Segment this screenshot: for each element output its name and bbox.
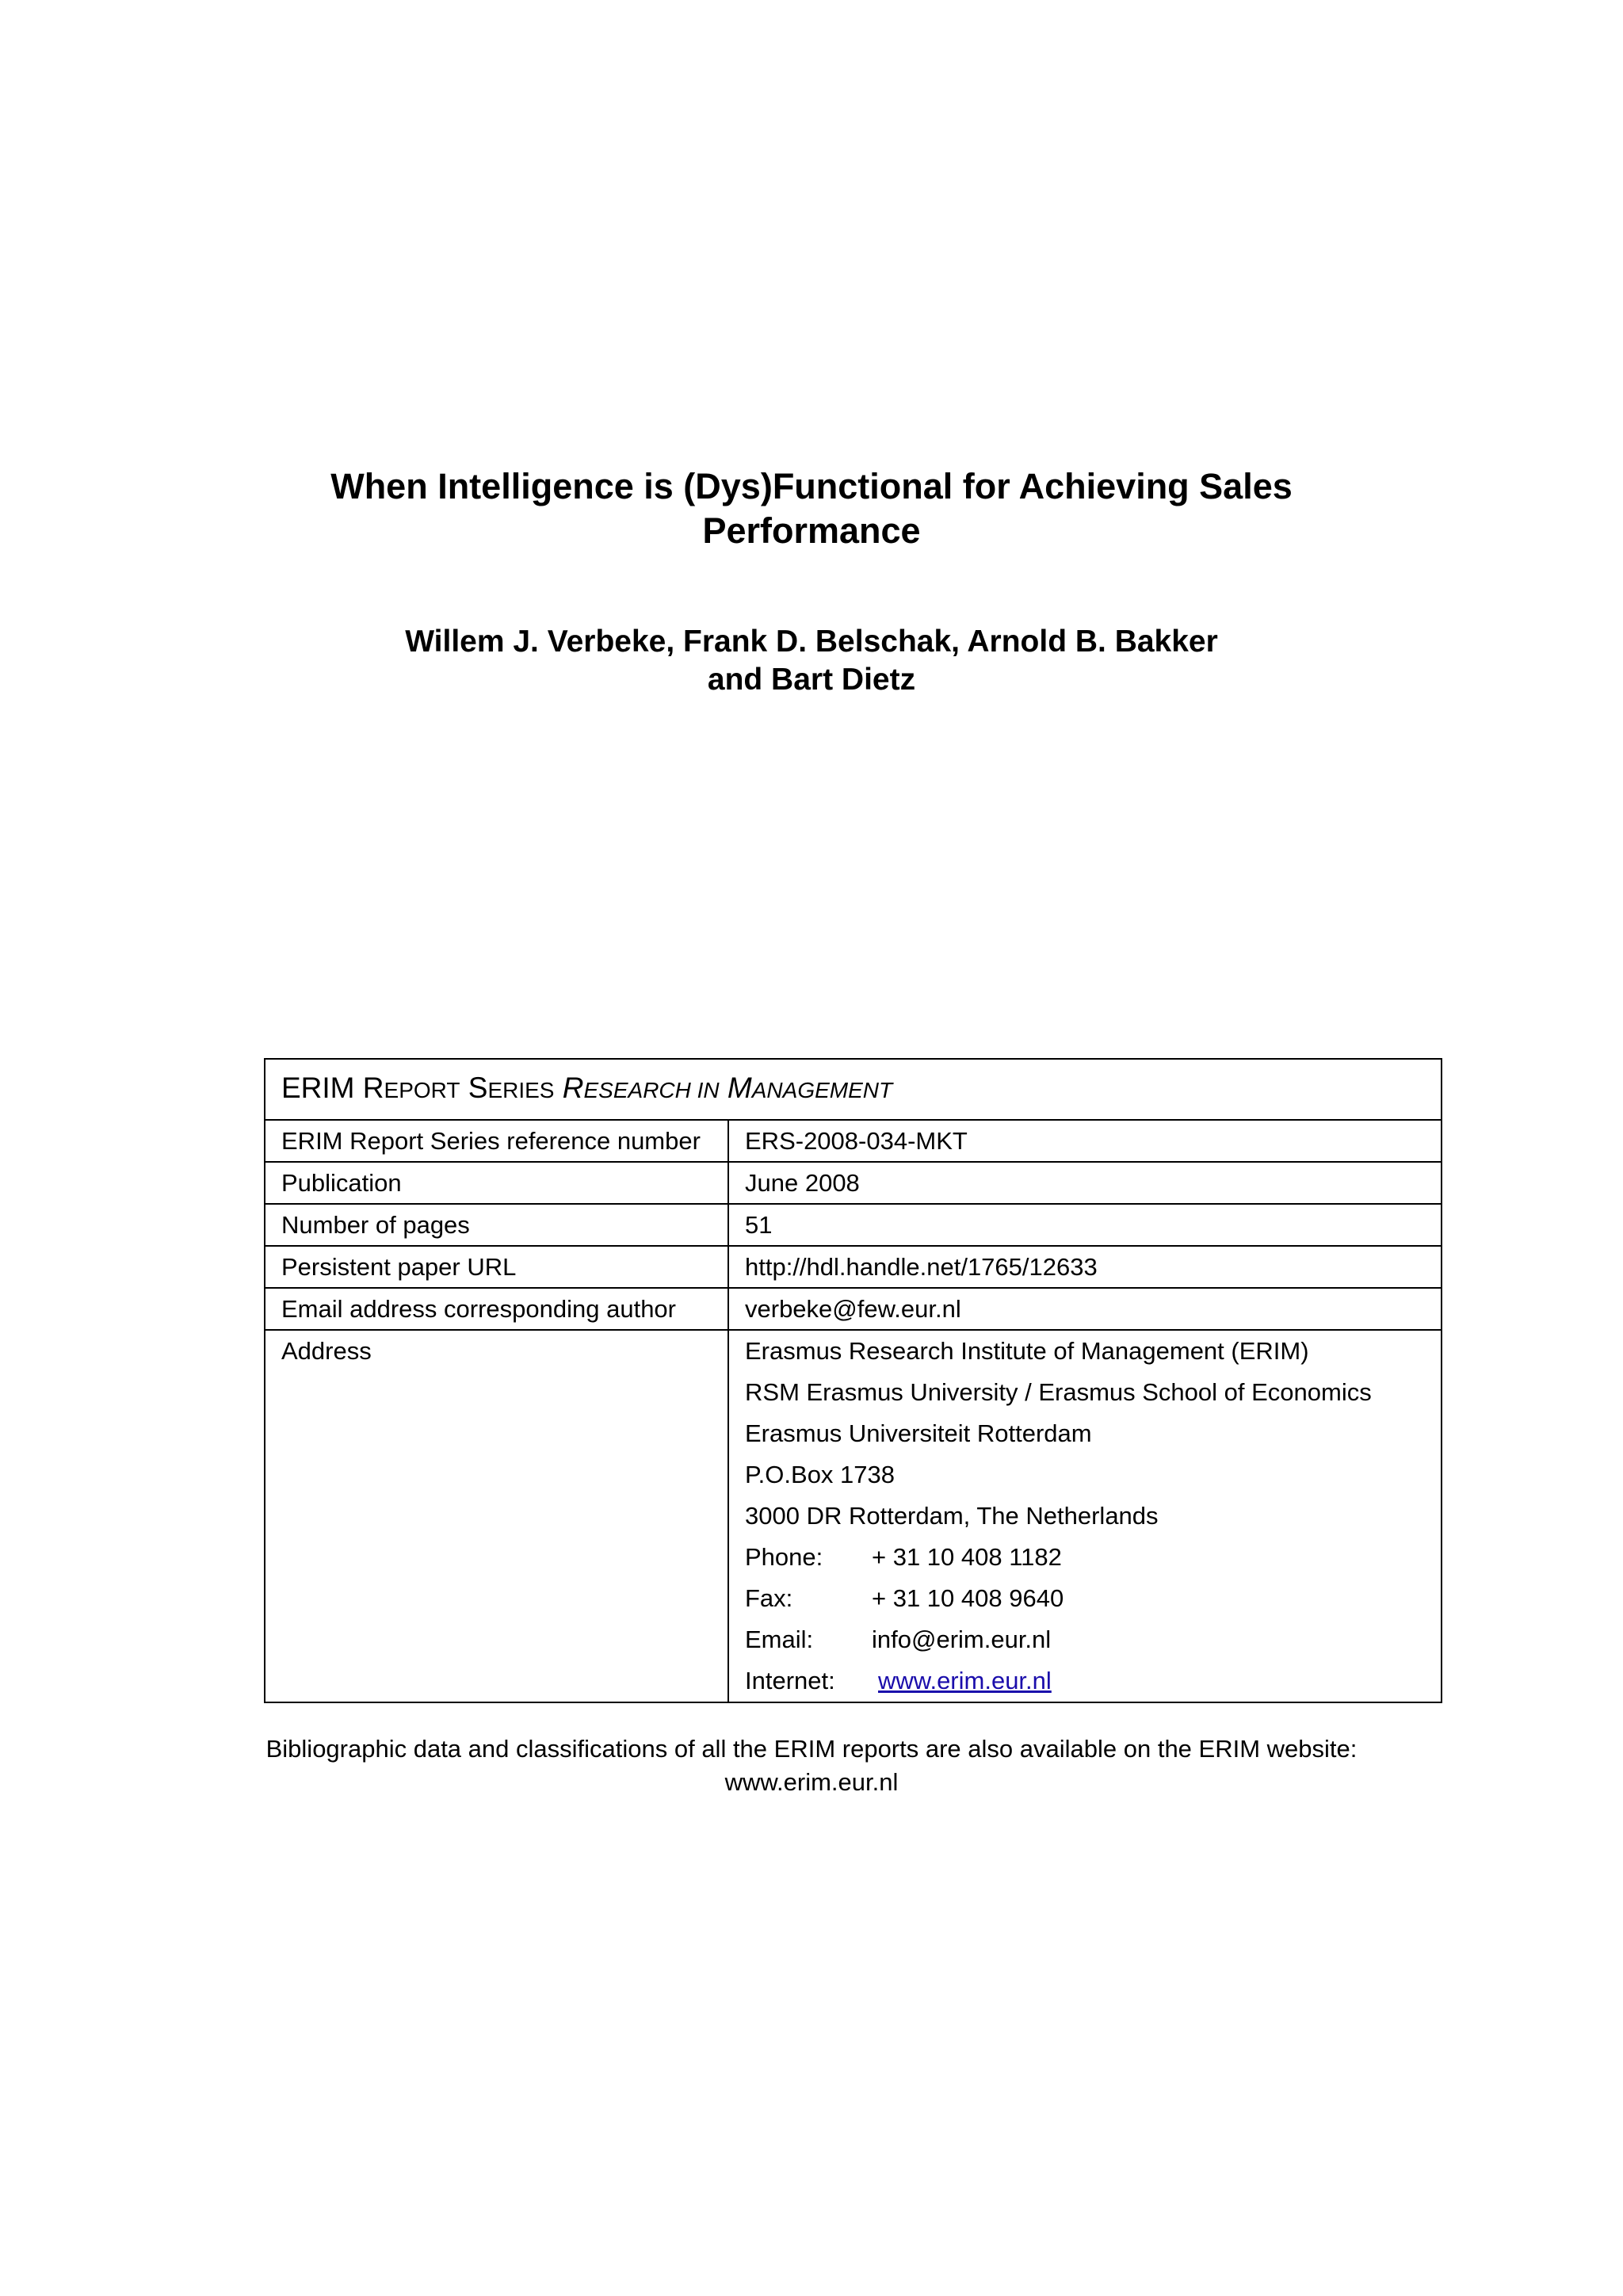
internet-row <box>745 1660 1441 1702</box>
paper-title <box>0 464 1623 553</box>
table-row <box>265 1288 1442 1330</box>
table-row <box>265 1120 1442 1162</box>
authors-line-2: and Bart Dietz <box>707 663 916 697</box>
heading-research-initial: R <box>562 1072 584 1104</box>
phone-value: + 31 10 408 1182 <box>872 1543 1062 1571</box>
heading-erim: ERIM <box>281 1072 355 1104</box>
fax-value: + 31 10 408 9640 <box>872 1584 1064 1612</box>
address-line: P.O.Box 1738 <box>745 1461 896 1488</box>
heading-series-initial: S <box>468 1072 488 1104</box>
paper-authors <box>0 623 1623 699</box>
persistent-url-label: Persistent paper URL <box>265 1246 728 1288</box>
address-line: Erasmus Research Institute of Management (ERIM) <box>745 1337 1309 1365</box>
reference-number-value: ERS-2008-034-MKT <box>728 1120 1442 1162</box>
table-row <box>265 1204 1442 1246</box>
bibliographic-note <box>0 1733 1623 1799</box>
heading-management-initial: M <box>727 1072 752 1104</box>
report-table-header-row <box>265 1059 1442 1120</box>
bibliographic-note-line-2: www.erim.eur.nl <box>724 1768 899 1796</box>
bibliographic-note-line-1: Bibliographic data and classifications of all the ERIM reports are also available on the ERIM website: <box>265 1735 1358 1763</box>
heading-report-rest: EPORT <box>384 1078 460 1102</box>
reference-number-label: ERIM Report Series reference number <box>265 1120 728 1162</box>
table-row <box>265 1246 1442 1288</box>
email-key: Email: <box>745 1626 814 1653</box>
report-info-table <box>264 1058 1442 1703</box>
heading-management-rest: ANAGEMENT <box>751 1078 893 1102</box>
heading-research-rest: ESEARCH IN <box>583 1078 720 1102</box>
table-row-address <box>265 1330 1442 1702</box>
phone-key: Phone: <box>745 1543 823 1571</box>
fax-key: Fax: <box>745 1584 793 1612</box>
address-line: RSM Erasmus University / Erasmus School of Economics <box>745 1378 1372 1406</box>
number-of-pages-label: Number of pages <box>265 1204 728 1246</box>
publication-label: Publication <box>265 1162 728 1204</box>
internet-key: Internet: <box>745 1667 835 1694</box>
author-email-value: verbeke@few.eur.nl <box>728 1288 1442 1330</box>
heading-series-rest: ERIES <box>487 1078 555 1102</box>
publication-value: June 2008 <box>728 1162 1442 1204</box>
address-value <box>728 1330 1442 1702</box>
phone-row <box>745 1537 1441 1578</box>
fax-row <box>745 1578 1441 1619</box>
address-label: Address <box>265 1330 728 1702</box>
persistent-url-value: http://hdl.handle.net/1765/12633 <box>728 1246 1442 1288</box>
email-row <box>745 1619 1441 1660</box>
report-series-heading <box>265 1059 1442 1120</box>
number-of-pages-value: 51 <box>728 1204 1442 1246</box>
address-lines <box>745 1331 1441 1537</box>
paper-title-line-2: Performance <box>702 510 921 551</box>
erim-website-link[interactable]: www.erim.eur.nl <box>878 1667 1052 1694</box>
address-line: 3000 DR Rotterdam, The Netherlands <box>745 1502 1159 1530</box>
address-line: Erasmus Universiteit Rotterdam <box>745 1419 1092 1447</box>
authors-line-1: Willem J. Verbeke, Frank D. Belschak, Arnold B. Bakker <box>405 625 1218 659</box>
email-value: info@erim.eur.nl <box>872 1626 1052 1653</box>
author-email-label: Email address corresponding author <box>265 1288 728 1330</box>
heading-report-initial: R <box>362 1072 384 1104</box>
table-row <box>265 1162 1442 1204</box>
paper-title-line-1: When Intelligence is (Dys)Functional for Achieving Sales <box>330 466 1293 506</box>
